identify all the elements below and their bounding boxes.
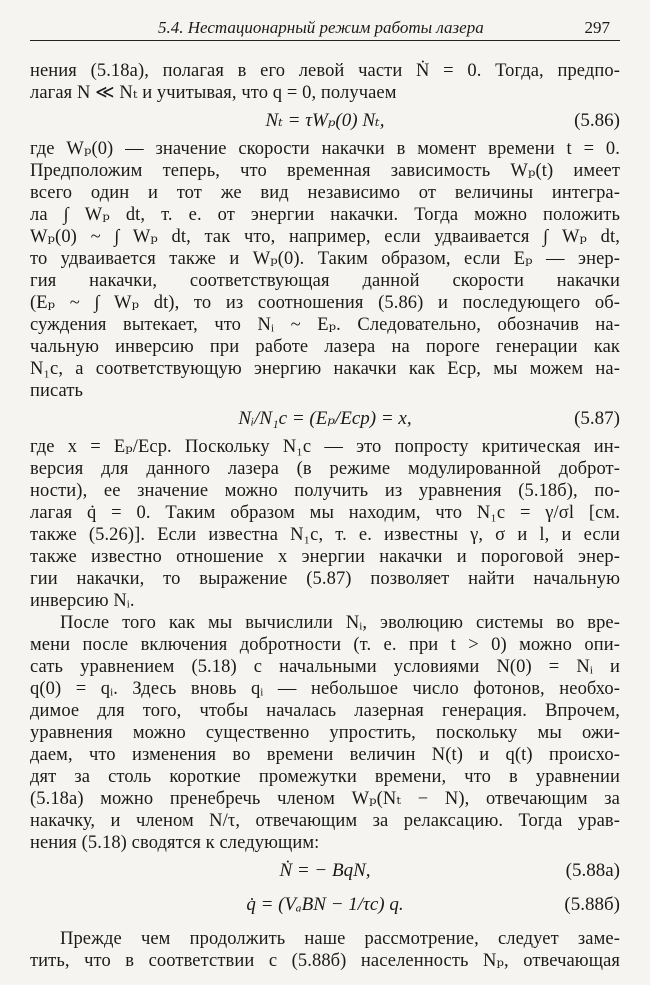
text-line: ла ∫ Wₚ dt, т. е. от энергии накачки. Тогда можно положить [30,205,620,225]
equation [30,854,620,888]
running-header-title: 5.4. Нестационарный режим работы лазера [158,18,484,37]
text-line: тить, что в соответствии с (5.88б) населенность Nₚ, отвечающая [30,951,620,971]
equation [30,888,620,922]
text-line: нения (5.18) сводятся к следующим: [30,833,320,853]
text-line: (5.18а) можно пренебречь членом Wₚ(Nₜ − N), отвечающим за [30,789,620,809]
equation [30,402,620,436]
equation-number: (5.87) [574,408,620,429]
text-line: то удваивается также и Wₚ(0). Таким образом, если Eₚ — энер- [30,249,620,269]
equation-number: (5.88б) [564,894,620,915]
text-line: инверсию Nᵢ. [30,591,135,611]
text-line: нения (5.18а), полагая в его левой части Ṅ = 0. Тогда, предпо- [30,61,620,81]
text-line: версия для данного лазера (в режиме модулированной доброт- [30,459,620,479]
text-line: лагая q̇ = 0. Таким образом мы находим, что N₁c = γ/σl [см. [30,503,620,523]
equation-formula: Nₜ = τWₚ(0) Nₜ, [265,110,385,131]
equation-formula: q̇ = (VₐBN − 1/τc) q. [246,894,404,915]
text-line: суждения вытекает, что Nᵢ ~ Eₚ. Следовательно, обозначив на- [30,315,620,335]
text-line: чальную инверсию при работе лазера на пороге генерации как [30,337,620,357]
text-line: гия накачки, соответствующая данной скорости накачки [30,271,620,291]
text-line: Прежде чем продолжить наше рассмотрение, следует заме- [60,929,620,949]
text-line: мени после включения добротности (т. е. при t > 0) можно опи- [30,635,620,655]
text-line: дят за столь короткие промежутки времени, что в уравнении [30,767,620,787]
text-line: где Wₚ(0) — значение скорости накачки в момент времени t = 0. [30,139,620,159]
text-line: После того как мы вычислили Nᵢ, эволюцию системы во вре- [60,613,620,633]
text-line: ности), ее значение можно получить из уравнения (5.18б), по- [30,481,620,501]
text-line: даем, что изменения во времени величин N(t) и q(t) происхо- [30,745,620,765]
equation [30,104,620,138]
text-line: сать уравнением (5.18) с начальными условиями N(0) = Nᵢ и [30,657,620,677]
text-line: N₁c, а соответствующую энергию накачки как Ecp, мы можем на- [30,359,620,379]
page-number: 297 [584,18,610,37]
text-line: уравнения можно существенно упростить, поскольку мы ожи- [30,723,620,743]
text-line: Предположим теперь, что временная зависимость Wₚ(t) имеет [30,161,620,181]
text-line: димое для того, чтобы началась лазерная генерация. Впрочем, [30,701,620,721]
text-line: также (5.26)]. Если известна N₁c, т. е. известны γ, σ и l, и если [30,525,620,545]
text-line: также известно отношение x энергии накачки и пороговой энер- [30,547,620,567]
equation-formula: Ṅ = − BqN, [279,860,371,881]
equation-formula: Nᵢ/N₁c = (Eₚ/Ecp) = x, [238,408,412,429]
text-line: накачку, и членом N/τ, отвечающим за релаксацию. Тогда урав- [30,811,620,831]
text-line: Wₚ(0) ~ ∫ Wₚ dt, так что, например, если удваивается ∫ Wₚ dt, [30,227,620,247]
text-line: всего один и тот же вид независимо от величины интегра- [30,183,620,203]
text-line: где x = Eₚ/Ecp. Поскольку N₁c — это попросту критическая ин- [30,437,620,457]
equation-number: (5.86) [574,110,620,131]
text-line: лагая N ≪ Nₜ и учитывая, что q = 0, получаем [30,83,397,103]
equation-number: (5.88а) [565,860,620,881]
text-line: гии накачки, то выражение (5.87) позволяет найти начальную [30,569,620,589]
text-line: писать [30,381,84,401]
page-body [30,60,620,972]
text-line: (Eₚ ~ ∫ Wₚ dt), то из соотношения (5.86) и последующего об- [30,293,620,313]
running-header [30,12,620,41]
text-line: q(0) = qᵢ. Здесь вновь qᵢ — небольшое число фотонов, необхо- [30,679,620,699]
